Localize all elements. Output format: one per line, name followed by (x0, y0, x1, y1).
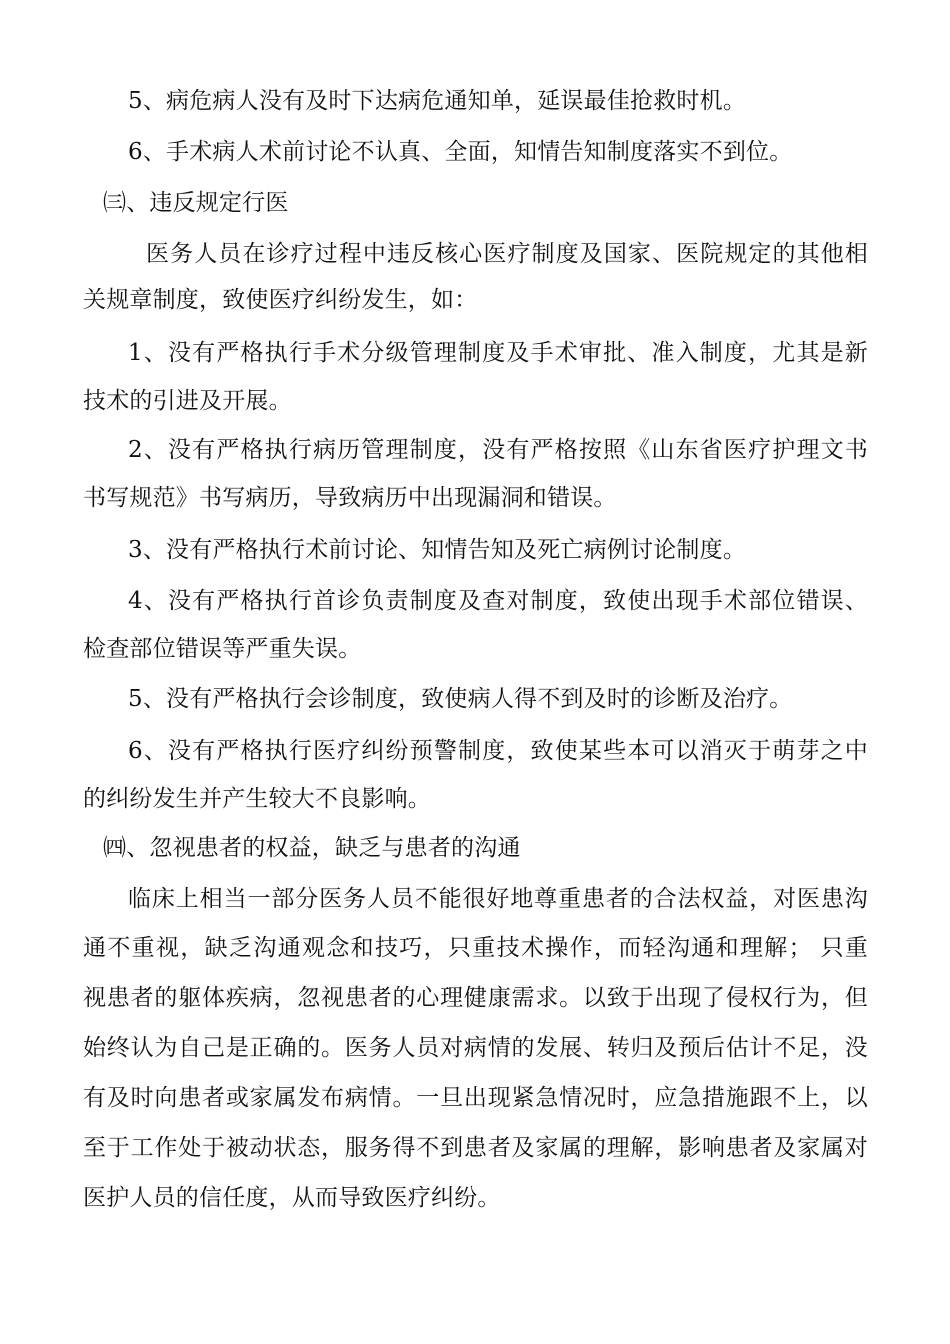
list-item-1-line-1: 1、没有严格执行手术分级管理制度及手术审批、准入制度，尤其是新 (128, 340, 868, 366)
list-item-1-line-2: 技术的引进及开展。 (83, 388, 292, 414)
list-item-3: 3、没有严格执行术前讨论、知情告知及死亡病例讨论制度。 (128, 537, 747, 563)
paragraph-line: 临床上相当一部分医务人员不能很好地尊重患者的合法权益，对医患沟 (128, 886, 868, 912)
list-item-6-line-2: 的纠纷发生并产生较大不良影响。 (83, 786, 431, 812)
paragraph-line: 医护人员的信任度，从而导致医疗纠纷。 (83, 1185, 501, 1211)
list-item-2-line-2: 书写规范》书写病历，导致病历中出现漏洞和错误。 (83, 485, 617, 511)
list-item-5-critical-notice: 5、病危病人没有及时下达病危通知单，延误最佳抢救时机。 (128, 88, 747, 114)
list-item-2-line-1: 2、没有严格执行病历管理制度，没有严格按照《山东省医疗护理文书 (128, 437, 868, 463)
list-item-5-consultation: 5、没有严格执行会诊制度，致使病人得不到及时的诊断及治疗。 (128, 686, 793, 712)
paragraph-line: 始终认为自己是正确的。医务人员对病情的发展、转归及预后估计不足，没 (83, 1035, 868, 1061)
section-heading-3: ㈢、违反规定行医 (103, 190, 289, 216)
paragraph-line: 视患者的躯体疾病，忽视患者的心理健康需求。以致于出现了侵权行为，但 (83, 985, 868, 1011)
paragraph-line: 关规章制度，致使医疗纠纷发生，如： (83, 287, 478, 313)
list-item-6-line-1: 6、没有严格执行医疗纠纷预警制度，致使某些本可以消灭于萌芽之中 (128, 738, 868, 764)
list-item-4-line-2: 检查部位错误等严重失误。 (83, 636, 362, 662)
paragraph-line: 至于工作处于被动状态，服务得不到患者及家属的理解，影响患者及家属对 (83, 1135, 868, 1161)
list-item-4-line-1: 4、没有严格执行首诊负责制度及查对制度，致使出现手术部位错误、 (128, 588, 868, 614)
list-item-6-preop-discussion: 6、手术病人术前讨论不认真、全面，知情告知制度落实不到位。 (128, 139, 793, 165)
section-heading-4: ㈣、忽视患者的权益，缺乏与患者的沟通 (103, 835, 521, 861)
paragraph-line: 医务人员在诊疗过程中违反核心医疗制度及国家、医院规定的其他相 (146, 241, 868, 267)
paragraph-line: 通不重视，缺乏沟通观念和技巧，只重技术操作，而轻沟通和理解； 只重 (83, 935, 868, 961)
paragraph-line: 有及时向患者或家属发布病情。一旦出现紧急情况时，应急措施跟不上，以 (83, 1085, 868, 1111)
